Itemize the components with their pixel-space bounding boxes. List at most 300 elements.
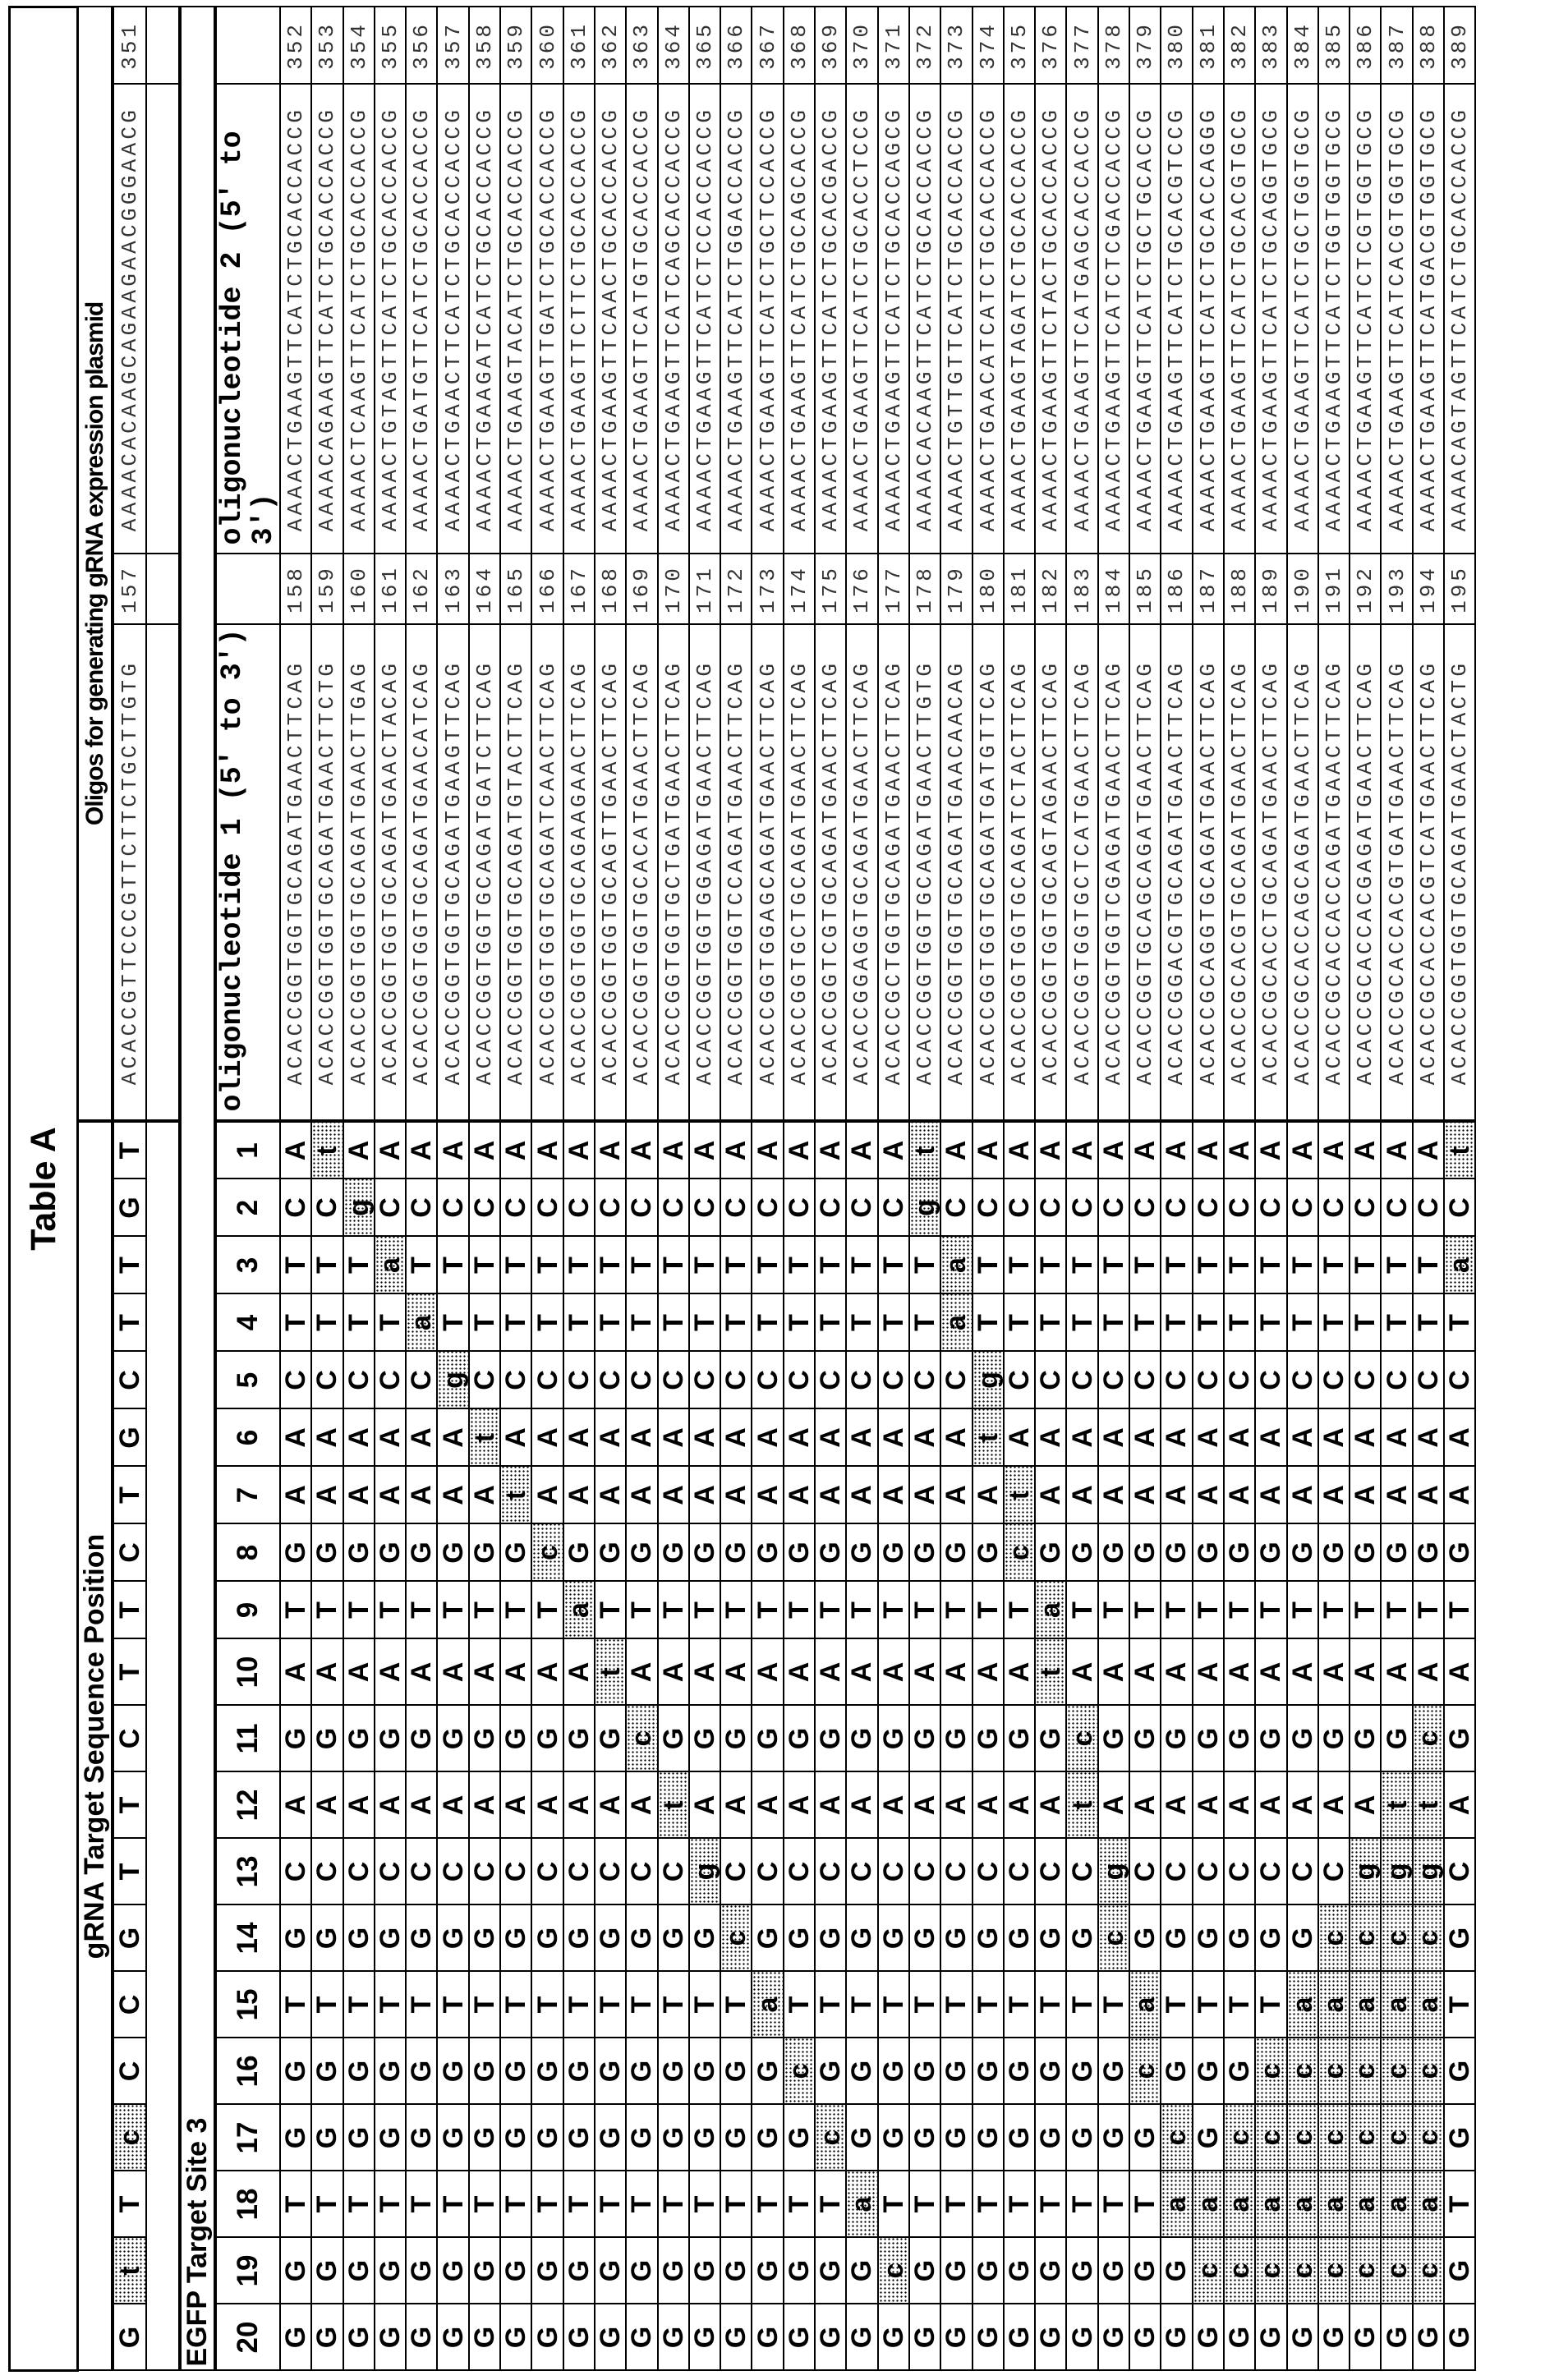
base-cell: C: [658, 1352, 689, 1409]
base-cell: A: [375, 1122, 406, 1179]
base-cell: A: [1066, 1122, 1097, 1179]
mismatch-base-cell: a: [1224, 2171, 1255, 2238]
base-cell: G: [280, 1706, 311, 1772]
base-cell: G: [595, 2304, 626, 2371]
oligonucleotide-1-seq-id: 174: [784, 554, 815, 625]
base-cell: T: [878, 1237, 909, 1294]
base-cell: G: [752, 2304, 783, 2371]
base-cell: T: [1413, 1582, 1444, 1639]
base-cell: G: [406, 1706, 437, 1772]
oligonucleotide-1-seq-id: 158: [280, 554, 311, 625]
base-cell: G: [280, 2038, 311, 2105]
base-cell: G: [815, 1706, 846, 1772]
base-cell: C: [626, 1352, 657, 1409]
base-cell: G: [563, 1905, 595, 1972]
base-cell: G: [846, 1524, 877, 1582]
base-cell: G: [113, 2304, 146, 2371]
oligonucleotide-1-seq-id: 167: [563, 554, 595, 625]
base-cell: G: [437, 2105, 468, 2171]
base-cell: G: [1129, 1706, 1161, 1772]
base-cell: G: [437, 2304, 468, 2371]
base-cell: T: [113, 1467, 146, 1524]
base-cell: A: [595, 1467, 626, 1524]
base-cell: C: [311, 1352, 343, 1409]
base-cell: G: [1035, 1524, 1066, 1582]
oligonucleotide-1: ACACCGGTGGTGCTCATGAACTTCAG: [1066, 625, 1097, 1122]
mismatch-base-cell: a: [1350, 2171, 1381, 2238]
base-cell: T: [1035, 2171, 1066, 2238]
base-cell: T: [343, 1237, 375, 1294]
base-cell: G: [1193, 1905, 1224, 1972]
base-cell: T: [1287, 1582, 1318, 1639]
base-cell: G: [531, 2105, 563, 2171]
base-cell: G: [1413, 1524, 1444, 1582]
base-cell: G: [1004, 2304, 1035, 2371]
base-cell: A: [1413, 1122, 1444, 1179]
oligonucleotide-1-seq-id: 181: [1004, 554, 1035, 625]
base-cell: A: [1318, 1639, 1350, 1706]
oligonucleotide-1-seq-id: 163: [437, 554, 468, 625]
base-cell: A: [563, 1467, 595, 1524]
base-cell: G: [658, 2038, 689, 2105]
base-cell: A: [973, 1639, 1004, 1706]
base-cell: G: [1129, 2105, 1161, 2171]
base-cell: T: [1381, 1582, 1412, 1639]
base-cell: T: [784, 1294, 815, 1352]
base-cell: T: [658, 1237, 689, 1294]
base-cell: T: [437, 1294, 468, 1352]
base-cell: C: [406, 1179, 437, 1237]
title-row: [10, 7, 78, 2370]
base-cell: T: [1098, 1582, 1129, 1639]
base-cell: A: [1381, 1122, 1412, 1179]
base-cell: G: [469, 2038, 500, 2105]
base-cell: T: [1161, 1582, 1192, 1639]
base-cell: A: [846, 1639, 877, 1706]
base-cell: T: [1444, 1582, 1475, 1639]
oligonucleotide-2: AAAACTGAAGTTCATCTCCACCACCG: [689, 85, 720, 554]
base-cell: G: [531, 2238, 563, 2304]
base-cell: T: [1004, 1972, 1035, 2038]
base-cell: A: [909, 1467, 940, 1524]
base-cell: C: [1381, 1352, 1412, 1409]
base-cell: G: [720, 2038, 752, 2105]
oligonucleotide-2-seq-id: 363: [626, 7, 657, 84]
base-cell: C: [784, 1839, 815, 1905]
base-cell: G: [1224, 2038, 1255, 2105]
base-cell: A: [909, 1772, 940, 1839]
oligonucleotide-2-seq-id: 351: [113, 7, 146, 84]
base-cell: A: [280, 1772, 311, 1839]
base-cell: C: [1255, 1352, 1286, 1409]
mismatch-base-cell: t: [658, 1772, 689, 1839]
base-cell: T: [878, 2171, 909, 2238]
base-cell: A: [1161, 1122, 1192, 1179]
blank-cell: [146, 7, 180, 84]
base-cell: T: [973, 1972, 1004, 2038]
base-cell: C: [1224, 1352, 1255, 1409]
base-cell: A: [406, 1467, 437, 1524]
base-cell: G: [375, 1706, 406, 1772]
oligonucleotide-1-seq-id: 177: [878, 554, 909, 625]
base-cell: A: [343, 1409, 375, 1467]
position-number: 13: [215, 1839, 280, 1905]
base-cell: A: [375, 1772, 406, 1839]
base-cell: T: [1193, 1972, 1224, 2038]
base-cell: A: [563, 1409, 595, 1467]
base-cell: A: [531, 1772, 563, 1839]
mismatch-base-cell: c: [815, 2105, 846, 2171]
base-cell: C: [752, 1839, 783, 1905]
base-cell: G: [658, 2238, 689, 2304]
base-cell: A: [626, 1772, 657, 1839]
base-cell: G: [973, 2038, 1004, 2105]
base-cell: A: [1444, 1639, 1475, 1706]
oligonucleotide-2: AAAACTGAAGTTCATCTGGTGGTGCG: [1318, 85, 1350, 554]
oligonucleotide-1-seq-id: 183: [1066, 554, 1097, 625]
base-cell: T: [1444, 1294, 1475, 1352]
base-cell: A: [846, 1409, 877, 1467]
base-cell: T: [500, 1582, 531, 1639]
base-cell: C: [1413, 1179, 1444, 1237]
oligonucleotide-2: AAAACTGAAGTAGATCTGCACCACCG: [1004, 85, 1035, 554]
base-cell: G: [343, 1706, 375, 1772]
base-cell: T: [343, 1972, 375, 2038]
base-cell: G: [595, 2038, 626, 2105]
base-cell: A: [752, 1467, 783, 1524]
base-cell: A: [595, 1409, 626, 1467]
base-cell: G: [784, 1524, 815, 1582]
base-cell: G: [1098, 2105, 1129, 2171]
base-cell: G: [406, 2238, 437, 2304]
base-cell: T: [595, 2171, 626, 2238]
table-row: [1444, 7, 1475, 2370]
base-cell: C: [280, 1839, 311, 1905]
base-cell: T: [113, 1294, 146, 1352]
base-cell: G: [626, 2038, 657, 2105]
base-cell: T: [626, 2171, 657, 2238]
mismatch-base-cell: a: [940, 1237, 972, 1294]
oligonucleotide-1-seq-id: 178: [909, 554, 940, 625]
base-cell: A: [311, 1772, 343, 1839]
base-cell: G: [1066, 2304, 1097, 2371]
base-cell: A: [658, 1467, 689, 1524]
base-cell: T: [437, 2171, 468, 2238]
base-cell: C: [595, 1179, 626, 1237]
base-cell: G: [406, 2105, 437, 2171]
mismatch-base-cell: c: [1381, 2038, 1412, 2105]
oligonucleotide-1: ACACCGGTGGAGCAGATGAACTTCAG: [752, 625, 783, 1122]
base-cell: G: [878, 2105, 909, 2171]
blank-cell: [146, 554, 180, 625]
base-cell: C: [973, 1179, 1004, 1237]
base-cell: G: [846, 1706, 877, 1772]
base-cell: C: [113, 2038, 146, 2105]
oligonucleotide-2-seq-id: 382: [1224, 7, 1255, 84]
base-cell: G: [1444, 2304, 1475, 2371]
base-cell: T: [973, 2171, 1004, 2238]
oligonucleotide-2-seq-id: 357: [437, 7, 468, 84]
table-row: [311, 7, 343, 2370]
mismatch-base-cell: c: [1318, 2105, 1350, 2171]
base-cell: G: [1193, 1524, 1224, 1582]
oligonucleotide-2-seq-id: 376: [1035, 7, 1066, 84]
oligonucleotide-2: AAAACTGAAGTTCATCTGCAGCACCG: [784, 85, 815, 554]
base-cell: G: [1035, 1905, 1066, 1972]
base-cell: G: [531, 1706, 563, 1772]
oligonucleotide-2: AAAACTGAAGTTCATGTGCACCACCG: [626, 85, 657, 554]
oligonucleotide-1: ACACCGGTGGTGCAGATGATGTTCAG: [973, 625, 1004, 1122]
base-cell: A: [1255, 1122, 1286, 1179]
base-cell: T: [909, 2171, 940, 2238]
oligonucleotide-1: ACACCGGTGGTGCAGATGAACTTGAG: [343, 625, 375, 1122]
base-cell: G: [1224, 2304, 1255, 2371]
base-cell: G: [406, 1905, 437, 1972]
table-row: [437, 7, 468, 2370]
position-number: 2: [215, 1179, 280, 1237]
base-cell: C: [1161, 1179, 1192, 1237]
oligonucleotide-1: ACACCGGTGGTGCAGTAGAACTTCAG: [1035, 625, 1066, 1122]
base-cell: T: [1066, 1972, 1097, 2038]
oligonucleotide-2: AAAACTGAAGTTCATCTGCTCCACCG: [752, 85, 783, 554]
oligonucleotide-2: AAAACTGAAGTTCATCTGCACGACCG: [815, 85, 846, 554]
oligonucleotide-2: AAAACTGAAGTTCATGACGTGGTGCG: [1413, 85, 1444, 554]
reference-sequence-row: [113, 7, 146, 2370]
base-cell: G: [1381, 2304, 1412, 2371]
base-cell: C: [973, 1839, 1004, 1905]
base-cell: T: [784, 1237, 815, 1294]
base-cell: T: [1004, 2171, 1035, 2238]
oligonucleotide-1: ACACCGGTCGTGCAGATGAACTTCAG: [815, 625, 846, 1122]
base-cell: A: [1350, 1639, 1381, 1706]
blank-cell: [146, 1122, 180, 2371]
mismatch-base-cell: a: [1287, 2171, 1318, 2238]
mismatch-base-cell: t: [311, 1122, 343, 1179]
base-cell: A: [689, 1467, 720, 1524]
table-row: [815, 7, 846, 2370]
base-cell: T: [689, 1237, 720, 1294]
base-cell: A: [720, 1639, 752, 1706]
base-cell: A: [784, 1639, 815, 1706]
oligonucleotide-1: ACACCGGTGGTGCAGATGATCTTCAG: [469, 625, 500, 1122]
base-cell: G: [343, 1524, 375, 1582]
base-cell: A: [563, 1122, 595, 1179]
base-cell: G: [595, 1524, 626, 1582]
base-cell: T: [563, 1972, 595, 2038]
base-cell: A: [1381, 1639, 1412, 1706]
base-cell: A: [1444, 1409, 1475, 1467]
base-cell: T: [1004, 1237, 1035, 1294]
oligonucleotide-2-seq-id: 354: [343, 7, 375, 84]
mismatch-base-cell: g: [909, 1179, 940, 1237]
position-number: 14: [215, 1905, 280, 1972]
base-cell: T: [752, 1582, 783, 1639]
mismatch-base-cell: c: [1413, 2105, 1444, 2171]
base-cell: A: [973, 1122, 1004, 1179]
base-cell: A: [375, 1467, 406, 1524]
oligonucleotide-2-seq-id: 386: [1350, 7, 1381, 84]
base-cell: A: [531, 1409, 563, 1467]
base-cell: C: [720, 1179, 752, 1237]
oligonucleotide-2-seq-id: 385: [1318, 7, 1350, 84]
base-cell: T: [113, 1772, 146, 1839]
base-cell: C: [878, 1839, 909, 1905]
base-cell: A: [375, 1409, 406, 1467]
base-cell: C: [1413, 1352, 1444, 1409]
base-cell: A: [752, 1122, 783, 1179]
oligonucleotide-1-seq-id: 169: [626, 554, 657, 625]
base-cell: T: [1066, 1294, 1097, 1352]
base-cell: A: [1098, 1122, 1129, 1179]
oligonucleotide-2-seq-id: 388: [1413, 7, 1444, 84]
base-cell: G: [375, 2238, 406, 2304]
base-cell: T: [375, 1582, 406, 1639]
table-row: [1035, 7, 1066, 2370]
base-cell: T: [720, 2171, 752, 2238]
base-cell: G: [343, 2238, 375, 2304]
oligonucleotide-1: ACACCGGTGGTGCAGATGAACTTGTG: [909, 625, 940, 1122]
base-cell: G: [784, 2105, 815, 2171]
base-cell: G: [784, 2238, 815, 2304]
mismatch-base-cell: c: [1098, 1905, 1129, 1972]
oligonucleotide-1-seq-id: 192: [1350, 554, 1381, 625]
base-cell: A: [375, 1639, 406, 1706]
oligonucleotide-2-seq-id: 368: [784, 7, 815, 84]
base-cell: A: [1350, 1122, 1381, 1179]
table-row: [1098, 7, 1129, 2370]
base-cell: A: [437, 1122, 468, 1179]
base-cell: A: [1444, 1772, 1475, 1839]
mismatch-base-cell: c: [1413, 2038, 1444, 2105]
base-cell: C: [878, 1179, 909, 1237]
target-position-header: gRNA Target Sequence Position: [78, 1122, 113, 2371]
oligonucleotide-1-seq-id: 189: [1255, 554, 1286, 625]
base-cell: G: [720, 2105, 752, 2171]
oligonucleotide-1: ACACCGGTGCAGCAGATGAACTTCAG: [1129, 625, 1161, 1122]
base-cell: T: [500, 2171, 531, 2238]
base-cell: T: [940, 1582, 972, 1639]
mismatch-base-cell: c: [1381, 2238, 1412, 2304]
base-cell: T: [113, 1639, 146, 1706]
base-cell: G: [406, 2304, 437, 2371]
oligonucleotide-2-seq-id: 387: [1381, 7, 1412, 84]
mismatch-base-cell: a: [1193, 2171, 1224, 2238]
base-cell: C: [720, 1352, 752, 1409]
oligonucleotide-1-seq-id: 168: [595, 554, 626, 625]
base-cell: T: [1224, 1237, 1255, 1294]
table-row: [1129, 7, 1161, 2370]
table-row: [1004, 7, 1035, 2370]
base-cell: T: [595, 1294, 626, 1352]
table-row: [1193, 7, 1224, 2370]
oligonucleotide-2: AAAACTGAAGTTCATCTGCAGGTGCG: [1255, 85, 1286, 554]
base-cell: C: [1161, 1839, 1192, 1905]
mismatch-base-cell: t: [1004, 1467, 1035, 1524]
base-cell: A: [658, 1122, 689, 1179]
base-cell: A: [280, 1409, 311, 1467]
base-cell: A: [878, 1122, 909, 1179]
base-cell: T: [720, 1972, 752, 2038]
oligonucleotide-1: ACACCGGAGGTGCAGATGAACTTCAG: [846, 625, 877, 1122]
base-cell: C: [375, 1839, 406, 1905]
base-cell: T: [113, 2171, 146, 2238]
mismatch-base-cell: a: [1129, 1972, 1161, 2038]
base-cell: A: [469, 1772, 500, 1839]
base-cell: A: [1224, 1639, 1255, 1706]
base-cell: A: [1129, 1409, 1161, 1467]
base-cell: T: [815, 1294, 846, 1352]
base-cell: T: [689, 1972, 720, 2038]
base-cell: C: [752, 1179, 783, 1237]
mismatch-base-cell: c: [1350, 2038, 1381, 2105]
position-number: 20: [215, 2304, 280, 2371]
base-cell: A: [343, 1467, 375, 1524]
mismatch-base-cell: c: [720, 1905, 752, 1972]
base-cell: T: [720, 1294, 752, 1352]
base-cell: A: [500, 1772, 531, 1839]
base-cell: G: [1193, 2105, 1224, 2171]
base-cell: G: [689, 1524, 720, 1582]
base-cell: C: [626, 1839, 657, 1905]
base-cell: G: [1035, 1706, 1066, 1772]
base-cell: A: [1255, 1409, 1286, 1467]
base-cell: G: [469, 1905, 500, 1972]
oligonucleotide-1: ACACCGGTGGTGCTGATGAACTTCAG: [658, 625, 689, 1122]
base-cell: T: [1098, 2171, 1129, 2238]
base-cell: C: [437, 1839, 468, 1905]
oligonucleotide-1-seq-id: 161: [375, 554, 406, 625]
base-cell: T: [1129, 1237, 1161, 1294]
base-cell: G: [752, 2105, 783, 2171]
base-cell: A: [311, 1409, 343, 1467]
oligonucleotide-1: ACACCGCAGGTGCAGATGAACTTCAG: [1193, 625, 1224, 1122]
base-cell: C: [1004, 1839, 1035, 1905]
base-cell: G: [689, 2238, 720, 2304]
base-cell: G: [311, 1905, 343, 1972]
oligonucleotide-2: AAAACTGAAGTTCATCACGTGGTGCG: [1381, 85, 1412, 554]
base-cell: T: [500, 1294, 531, 1352]
base-cell: T: [343, 2171, 375, 2238]
base-cell: T: [1287, 1294, 1318, 1352]
oligonucleotide-1-seq-id: 191: [1318, 554, 1350, 625]
base-cell: G: [1098, 2304, 1129, 2371]
base-cell: G: [878, 2038, 909, 2105]
base-cell: T: [626, 1294, 657, 1352]
base-cell: A: [815, 1409, 846, 1467]
base-cell: T: [784, 1972, 815, 2038]
base-cell: T: [280, 1237, 311, 1294]
base-cell: A: [500, 1639, 531, 1706]
base-cell: A: [1066, 1467, 1097, 1524]
base-cell: T: [1350, 1294, 1381, 1352]
base-cell: A: [531, 1467, 563, 1524]
base-cell: A: [940, 1639, 972, 1706]
oligonucleotide-1: ACACCGGTGGTGCAGTTGAACTTCAG: [595, 625, 626, 1122]
blank-cell: [146, 625, 180, 1122]
mismatch-base-cell: c: [626, 1706, 657, 1772]
base-cell: T: [1066, 2171, 1097, 2238]
oligonucleotide-2: AAAACTGAAGTTCATCTGCACCTCCG: [846, 85, 877, 554]
mismatch-base-cell: c: [1318, 2038, 1350, 2105]
base-cell: A: [909, 1639, 940, 1706]
base-cell: A: [784, 1122, 815, 1179]
base-cell: C: [469, 1352, 500, 1409]
oligonucleotide-2-seq-id: 380: [1161, 7, 1192, 84]
base-cell: G: [343, 2304, 375, 2371]
oligonucleotide-1: ACACCGCACCAGCAGATGAACTTCAG: [1287, 625, 1318, 1122]
base-cell: G: [909, 1524, 940, 1582]
position-number: 6: [215, 1409, 280, 1467]
